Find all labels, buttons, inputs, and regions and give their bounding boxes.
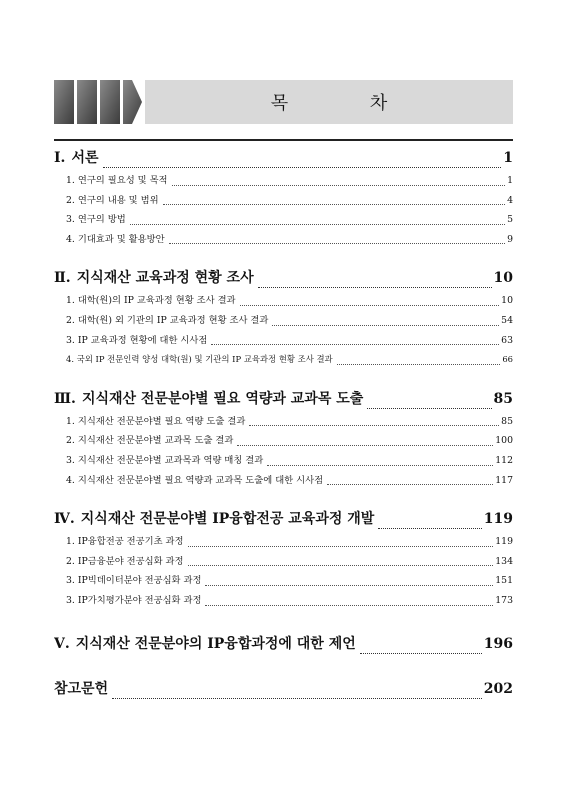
- item-title: IP빅데이터분야 전공심화 과정: [77, 575, 202, 587]
- section-title: 지식재산 전문분야의 IP융합과정에 대한 제언: [75, 635, 356, 652]
- dot-leader: [211, 344, 499, 345]
- item-page: 112: [495, 454, 513, 466]
- item-number: 4.: [66, 474, 75, 486]
- item-title: 연구의 필요성 및 목적: [77, 175, 168, 186]
- item-number: 1.: [66, 536, 75, 548]
- dot-leader: [360, 653, 482, 654]
- toc-item[interactable]: [54, 571, 513, 591]
- dot-leader: [188, 565, 494, 566]
- dot-leader: [272, 325, 499, 326]
- item-page: 119: [495, 536, 513, 548]
- item-page: 10: [501, 295, 513, 307]
- toc-item[interactable]: [54, 532, 513, 552]
- item-title: 지식재산 전문분야별 교과목과 역량 매칭 결과: [77, 454, 264, 466]
- item-number: 4.: [66, 233, 75, 245]
- item-number: 2.: [66, 314, 75, 326]
- dot-leader: [103, 167, 502, 168]
- section-number: Ⅴ.: [54, 635, 70, 652]
- item-number: 1.: [66, 415, 75, 427]
- item-page: 117: [495, 474, 513, 486]
- section-title: 지식재산 전문분야별 IP융합전공 교육과정 개발: [80, 511, 375, 528]
- item-page: 9: [507, 233, 513, 245]
- item-title: 대학(원)의 IP 교육과정 현황 조사 결과: [77, 295, 236, 307]
- item-number: 3.: [66, 575, 75, 587]
- dot-leader: [205, 605, 493, 606]
- toc-item[interactable]: [54, 331, 513, 351]
- toc-item[interactable]: [54, 552, 513, 572]
- section-title: 서론: [71, 150, 99, 166]
- title-banner: [145, 80, 513, 124]
- dot-leader: [169, 243, 505, 244]
- header-divider: [54, 139, 513, 141]
- item-page: 1: [507, 175, 513, 186]
- item-number: 2.: [66, 194, 75, 206]
- toc-item[interactable]: [54, 350, 513, 370]
- section-number: Ⅳ.: [54, 511, 75, 528]
- dot-leader: [112, 698, 482, 699]
- item-page: 5: [507, 214, 513, 226]
- item-page: 63: [501, 334, 513, 346]
- item-title: IP금융분야 전공심화 과정: [77, 555, 184, 567]
- toc-item[interactable]: [54, 451, 513, 471]
- item-title: 지식재산 전문분야별 교과목 도출 결과: [77, 435, 234, 447]
- item-number: 4.: [66, 354, 74, 365]
- item-title: 대학(원) 외 기관의 IP 교육과정 현황 조사 결과: [77, 314, 269, 326]
- toc-section-5[interactable]: [54, 632, 513, 657]
- item-page: 134: [495, 555, 513, 567]
- table-of-contents: [54, 146, 513, 702]
- book-stripes-icon: [54, 80, 142, 124]
- dot-leader: [337, 364, 501, 365]
- toc-item[interactable]: [54, 412, 513, 432]
- toc-section-4[interactable]: [54, 507, 513, 532]
- toc-item[interactable]: [54, 471, 513, 491]
- item-title: 지식재산 전문분야별 필요 역량과 교과목 도출에 대한 시사점: [77, 474, 324, 486]
- item-number: 2.: [66, 435, 75, 447]
- dot-leader: [258, 287, 492, 288]
- dot-leader: [237, 445, 493, 446]
- dot-leader: [249, 425, 499, 426]
- item-title: 연구의 방법: [77, 214, 126, 226]
- item-page: 151: [495, 575, 513, 587]
- toc-header: [54, 80, 513, 124]
- toc-item[interactable]: [54, 591, 513, 611]
- dot-leader: [205, 585, 493, 586]
- section-page: 196: [483, 635, 513, 652]
- item-title: 지식재산 전문분야별 필요 역량 도출 결과: [77, 415, 246, 427]
- item-title: IP 교육과정 현황에 대한 시사점: [77, 334, 208, 346]
- item-title: 기대효과 및 활용방안: [77, 233, 165, 245]
- item-number: 3.: [66, 454, 75, 466]
- toc-item[interactable]: [54, 191, 513, 211]
- section-number: Ⅱ.: [54, 270, 71, 287]
- item-number: 1.: [66, 175, 75, 186]
- section-page: 1: [503, 150, 513, 166]
- toc-section-3[interactable]: [54, 387, 513, 412]
- toc-item[interactable]: [54, 210, 513, 230]
- item-page: 66: [502, 354, 513, 365]
- dot-leader: [378, 528, 481, 529]
- section-number: Ⅲ.: [54, 390, 76, 407]
- toc-item[interactable]: [54, 171, 513, 191]
- section-title: 지식재산 전문분야별 필요 역량과 교과목 도출: [81, 390, 364, 407]
- item-number: 3.: [66, 214, 75, 226]
- item-page: 100: [495, 435, 513, 447]
- toc-item[interactable]: [54, 230, 513, 250]
- dot-leader: [130, 224, 505, 225]
- section-page: 202: [483, 680, 513, 697]
- item-page: 54: [501, 314, 513, 326]
- item-page: 173: [495, 594, 513, 606]
- section-page: 10: [493, 270, 513, 287]
- toc-item[interactable]: [54, 431, 513, 451]
- toc-section-1[interactable]: [54, 146, 513, 171]
- section-title: 참고문헌: [54, 680, 109, 697]
- dot-leader: [327, 484, 493, 485]
- toc-item[interactable]: [54, 291, 513, 311]
- section-title: 지식재산 교육과정 현황 조사: [76, 270, 254, 287]
- item-page: 4: [507, 194, 513, 206]
- item-title: IP융합전공 전공기초 과정: [77, 536, 184, 548]
- dot-leader: [172, 185, 506, 186]
- item-title: 국외 IP 전문인력 양성 대학(원) 및 기관의 IP 교육과정 현황 조사 결과: [76, 354, 333, 365]
- item-title: 연구의 내용 및 범위: [77, 194, 159, 206]
- item-number: 3.: [66, 594, 75, 606]
- dot-leader: [188, 546, 494, 547]
- item-number: 3.: [66, 334, 75, 346]
- dot-leader: [267, 465, 493, 466]
- dot-leader: [240, 305, 500, 306]
- item-page: 85: [501, 415, 513, 427]
- dot-leader: [367, 408, 491, 409]
- item-title: IP가치평가분야 전공심화 과정: [77, 594, 202, 606]
- toc-item[interactable]: [54, 311, 513, 331]
- item-number: 2.: [66, 555, 75, 567]
- toc-references[interactable]: [54, 677, 513, 702]
- item-number: 1.: [66, 295, 75, 307]
- section-page: 119: [483, 511, 513, 528]
- section-page: 85: [493, 390, 513, 407]
- toc-section-2[interactable]: [54, 266, 513, 291]
- section-number: Ⅰ.: [54, 150, 66, 166]
- page-title: 목 차: [270, 93, 426, 114]
- dot-leader: [163, 204, 506, 205]
